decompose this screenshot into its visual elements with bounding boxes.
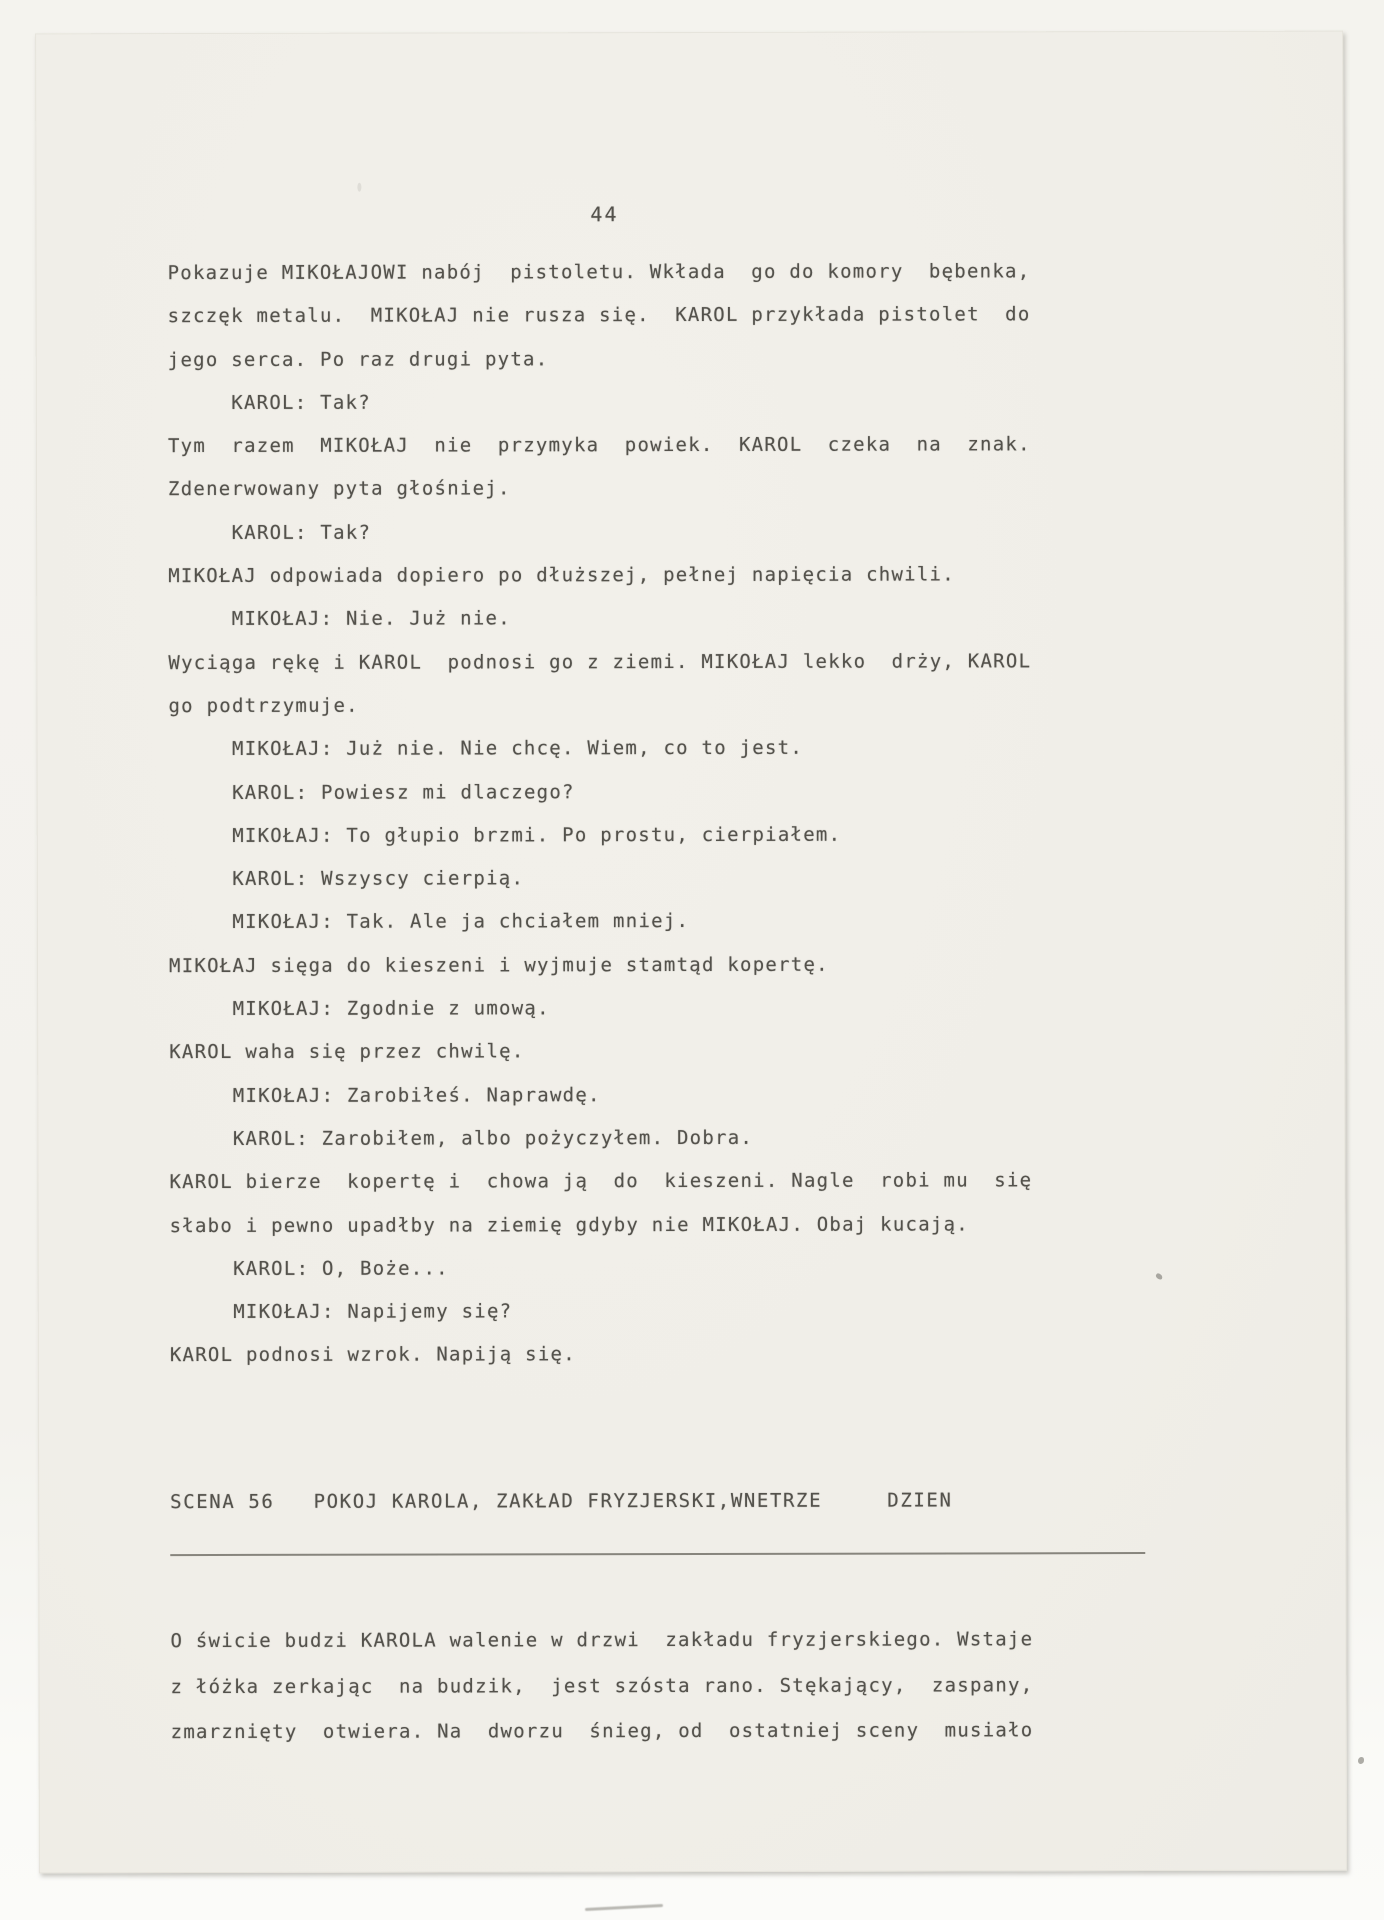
text-line: szczęk metalu. MIKOŁAJ nie rusza się. KAROL przykłada pistolet do [167, 303, 1031, 328]
script-page [35, 31, 1347, 1874]
text-line: MIKOŁAJ: Tak. Ale ja chciałem mniej. [168, 910, 690, 934]
text-line: jego serca. Po raz drugi pyta. [167, 347, 549, 371]
text-line: KAROL: Wszyscy cierpią. [168, 867, 525, 891]
text-line: MIKOŁAJ: Nie. Już nie. [168, 607, 511, 631]
text-line: Pokazuje MIKOŁAJOWI nabój pistoletu. Wkłada go do komory bębenka, [167, 260, 1031, 285]
scene-description [170, 1617, 1070, 1756]
text-line: Wyciąga rękę i KAROL podnosi go z ziemi. MIKOŁAJ lekko drży, KAROL [168, 649, 1032, 674]
text-line: Zdenerwowany pyta głośniej. [168, 477, 511, 501]
text-line: MIKOŁAJ: To głupio brzmi. Po prostu, cierpiałem. [168, 823, 842, 847]
text-line: KAROL bierze kopertę i chowa ją do kieszeni. Nagle robi mu się [169, 1169, 1033, 1194]
text-line: MIKOŁAJ: Zarobiłeś. Naprawdę. [169, 1083, 601, 1107]
text-line: MIKOŁAJ odpowiada dopiero po dłuższej, pełnej napięcia chwili. [168, 563, 955, 588]
text-line: MIKOŁAJ: Napijemy się? [169, 1300, 513, 1324]
text-line: KAROL: Zarobiłem, albo pożyczyłem. Dobra. [169, 1126, 754, 1151]
text-line: go podtrzymuje. [168, 694, 359, 718]
paper-speck [357, 183, 361, 192]
text-line: KAROL: Powiesz mi dlaczego? [168, 780, 575, 804]
scan-smudge [585, 1904, 663, 1911]
page-number: 44 [590, 202, 619, 227]
text-line: słabo i pewno upadłby na ziemię gdyby nie MIKOŁAJ. Obaj kucają. [169, 1212, 969, 1237]
script-body [168, 250, 1070, 1378]
text-line: Tym razem MIKOŁAJ nie przymyka powiek. KAROL czeka na znak. [167, 433, 1031, 458]
text-line: KAROL: Tak? [167, 391, 371, 414]
scene-heading-underline [170, 1552, 1145, 1556]
text-line: z łóżka zerkając na budzik, jest szósta rano. Stękający, zaspany, [170, 1673, 1034, 1698]
text-line: O świcie budzi KAROLA walenie w drzwi zakładu fryzjerskiego. Wstaje [170, 1628, 1034, 1653]
paper-speck [1358, 1757, 1364, 1764]
text-line: zmarznięty otwiera. Na dworzu śnieg, od ostatniej sceny musiało [170, 1719, 1034, 1744]
text-line: MIKOŁAJ sięga do kieszeni i wyjmuje stamtąd kopertę. [169, 953, 829, 977]
text-line: MIKOŁAJ: Zgodnie z umową. [169, 997, 550, 1021]
text-line: MIKOŁAJ: Już nie. Nie chcę. Wiem, co to jest. [168, 737, 804, 761]
scene-heading: SCENA 56 POKOJ KAROLA, ZAKŁAD FRYZJERSKI,WNETRZE DZIEN [170, 1489, 953, 1514]
text-line: KAROL waha się przez chwilę. [169, 1040, 525, 1064]
text-line: KAROL podnosi wzrok. Napiją się. [169, 1343, 576, 1367]
text-line: KAROL: O, Boże... [169, 1257, 449, 1280]
paper-speck [1155, 1272, 1164, 1280]
text-line: KAROL: Tak? [168, 521, 372, 544]
